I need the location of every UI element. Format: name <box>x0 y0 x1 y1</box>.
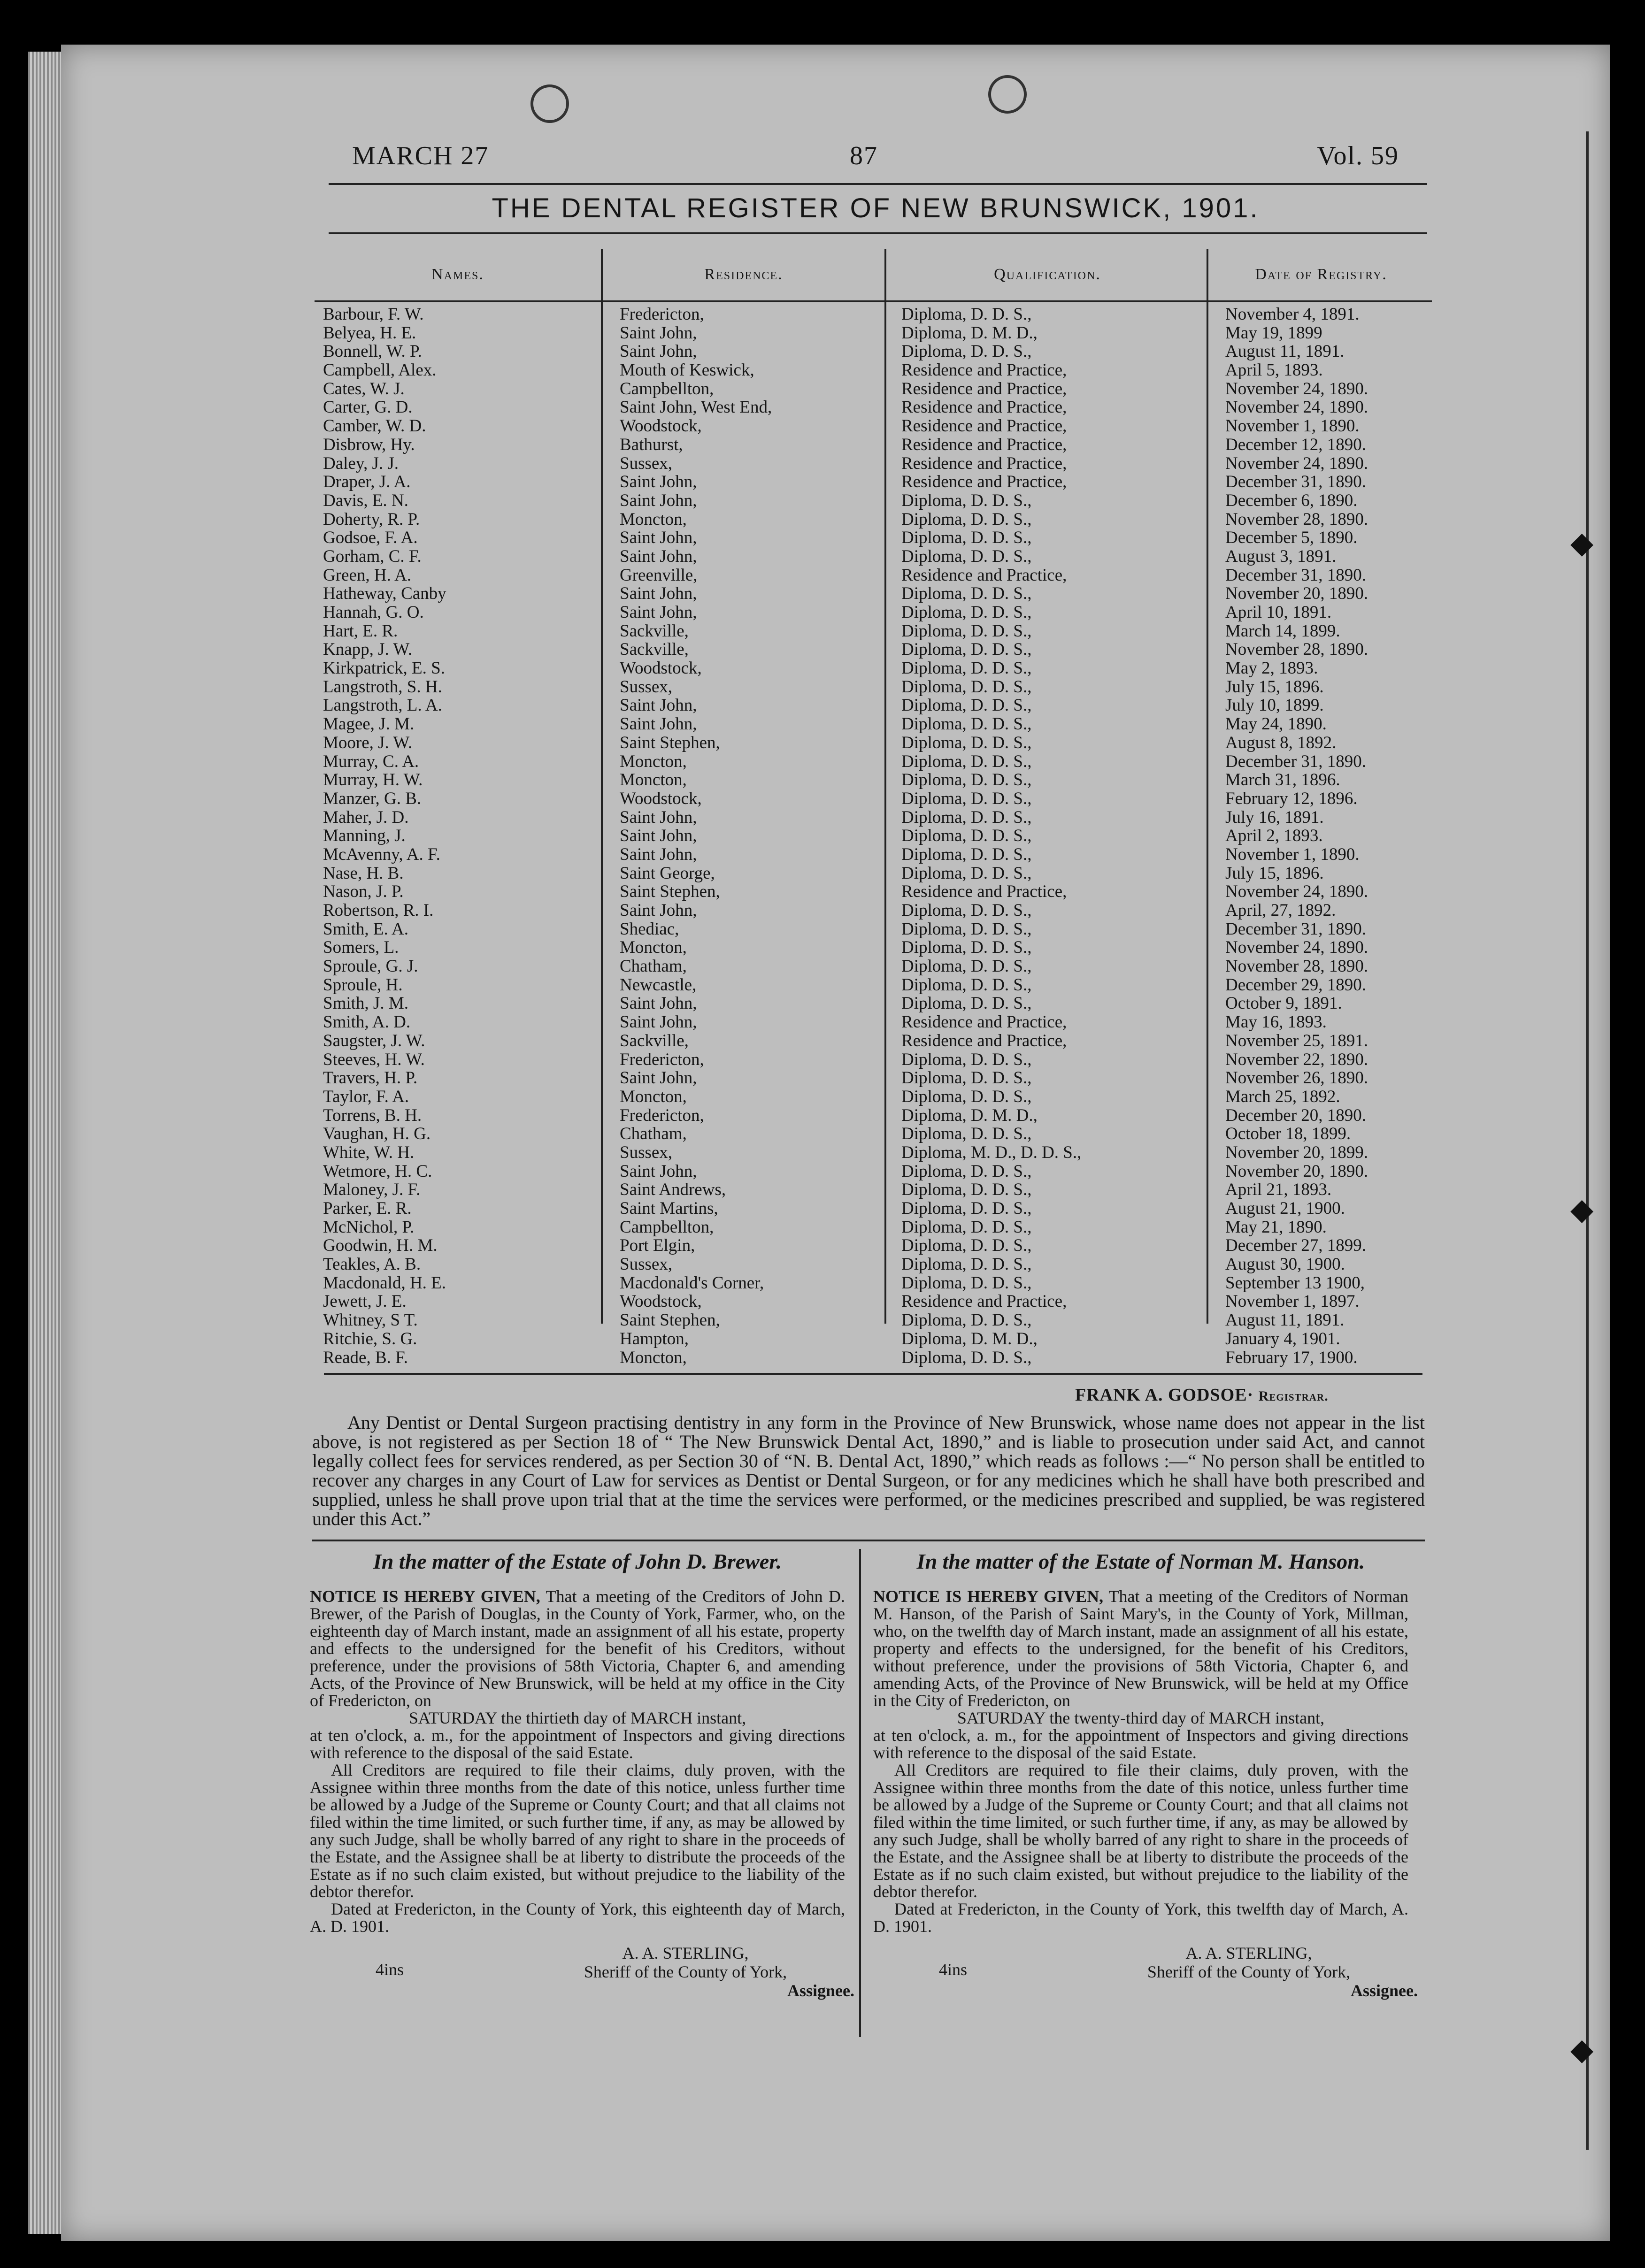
registrant-name: Hart, E. R. <box>323 621 398 641</box>
register-table <box>315 244 1432 1367</box>
notice-rule <box>312 1540 1425 1541</box>
registrant-residence: Saint John, West End, <box>620 398 772 417</box>
table-header <box>315 244 1432 305</box>
punch-hole-left <box>530 84 569 123</box>
registrant-residence: Saint John, <box>620 528 697 548</box>
table-header-rule <box>315 300 1432 302</box>
registrant-name: Belyea, H. E. <box>323 323 416 343</box>
registrant-residence: Sussex, <box>620 453 673 473</box>
register-title: THE DENTAL REGISTER OF NEW BRUNSWICK, 1901. <box>492 193 1260 223</box>
table-col-divider <box>1207 249 1208 1324</box>
registrant-qualification: Residence and Practice, <box>901 435 1067 454</box>
registrar-signature <box>1075 1385 1329 1405</box>
registrant-qualification: Diploma, D. D. S., <box>901 546 1032 566</box>
registrant-residence: Sussex, <box>620 1255 673 1274</box>
registrant-qualification: Residence and Practice, <box>901 398 1067 417</box>
registrant-date: November 22, 1890. <box>1225 1050 1368 1069</box>
registrant-date: August 21, 1900. <box>1225 1199 1345 1218</box>
registrant-name: Whitney, S T. <box>323 1310 418 1330</box>
registrant-qualification: Diploma, D. D. S., <box>901 659 1032 678</box>
registrant-residence: Saint John, <box>620 994 697 1013</box>
registrant-residence: Moncton, <box>620 509 687 529</box>
header-volume: Vol. 59 <box>1317 141 1399 170</box>
table-bottom-rule <box>324 1373 1422 1375</box>
registrant-residence: Saint John, <box>620 584 697 604</box>
registrant-residence: Saint Andrews, <box>620 1180 726 1200</box>
registrant-date: December 31, 1890. <box>1225 565 1367 585</box>
registrant-residence: Hampton, <box>620 1329 689 1349</box>
registrant-date: November 28, 1890. <box>1225 509 1368 529</box>
header-rule <box>329 183 1427 185</box>
registrant-name: White, W. H. <box>323 1142 415 1162</box>
registrant-date: August 8, 1892. <box>1225 733 1337 752</box>
registrant-name: Steeves, H. W. <box>323 1050 425 1069</box>
registrant-residence: Woodstock, <box>620 659 702 678</box>
registrant-date: July 10, 1899. <box>1225 696 1324 715</box>
registrant-residence: Saint John, <box>620 714 697 734</box>
registrant-name: Knapp, J. W. <box>323 640 413 659</box>
registrant-residence: Port Elgin, <box>620 1236 695 1256</box>
registrant-residence: Chatham, <box>620 957 687 976</box>
registrant-qualification: Diploma, D. D. S., <box>901 1161 1032 1181</box>
registrant-qualification: Diploma, D. D. S., <box>901 490 1032 510</box>
estate-meeting-time: at ten o'clock, a. m., for the appointment of Inspectors and giving directions with reference to the disposal of the said Estate. <box>310 1726 845 1762</box>
registrant-residence: Woodstock, <box>620 789 702 808</box>
registrant-date: December 5, 1890. <box>1225 528 1358 548</box>
registrant-residence: Fredericton, <box>620 1105 704 1125</box>
registrant-name: Moore, J. W. <box>323 733 413 752</box>
registrant-date: December 6, 1890. <box>1225 490 1358 510</box>
registrant-qualification: Diploma, D. D. S., <box>901 733 1032 752</box>
registrant-residence: Saint Martins, <box>620 1199 718 1218</box>
registrant-qualification: Diploma, D. D. S., <box>901 342 1032 361</box>
fold-line <box>1586 131 1589 2150</box>
estate-signer-role: Sheriff of the County of York, <box>584 1962 787 1981</box>
fold-mark-icon: ◆ <box>1570 526 1594 559</box>
registrant-name: Cates, W. J. <box>323 379 405 398</box>
col-header-date: Date of Registry. <box>1255 266 1387 283</box>
registrant-qualification: Diploma, D. D. S., <box>901 770 1032 790</box>
fold-mark-icon: ◆ <box>1570 1193 1594 1226</box>
registrant-name: Maloney, J. F. <box>323 1180 421 1200</box>
registrant-date: November 20, 1899. <box>1225 1142 1368 1162</box>
registrant-qualification: Diploma, D. D. S., <box>901 640 1032 659</box>
estate-heading: In the matter of the Estate of Norman M. Hanson. <box>916 1549 1365 1573</box>
registrant-name: Gorham, C. F. <box>323 546 422 566</box>
registrant-residence: Greenville, <box>620 565 698 585</box>
registrant-residence: Saint John, <box>620 490 697 510</box>
registrant-name: Hatheway, Canby <box>323 584 446 604</box>
estate-signature <box>310 1944 854 2005</box>
registrant-date: March 31, 1896. <box>1225 770 1340 790</box>
estate-dated: Dated at Fredericton, in the County of York, this twelfth day of March, A. D. 1901. <box>873 1900 1408 1936</box>
registrant-name: Jewett, J. E. <box>323 1292 407 1311</box>
estate-assignee: Assignee. <box>787 1981 854 2000</box>
registrant-residence: Fredericton, <box>620 305 704 324</box>
registrant-qualification: Diploma, D. D. S., <box>901 1087 1032 1106</box>
registrant-name: Kirkpatrick, E. S. <box>323 659 445 678</box>
estate-claims: All Creditors are required to file their claims, duly proven, with the Assignee within three months from the date of this notice, unless further time be allowed by a Judge of the Supreme or County Court; and that all claims not filed within the time limited, or such further time, if any, as may be allowed by any such Judge, shall be wholly barred of any right to share in the proceeds of the Estate, and the Assignee shall be at liberty to distribute the proceeds of the Estate as if no such claim existed, but without prejudice to the liability of the debtor therefor. <box>310 1761 845 1901</box>
registrant-date: August 11, 1891. <box>1225 342 1345 361</box>
registrant-residence: Saint John, <box>620 844 697 864</box>
table-col-divider <box>601 249 603 1324</box>
registrant-residence: Moncton, <box>620 1348 687 1367</box>
registrant-residence: Sackville, <box>620 640 689 659</box>
registrant-date: August 11, 1891. <box>1225 1310 1345 1330</box>
estate-body <box>310 1588 845 1709</box>
registrant-residence: Saint John, <box>620 826 697 846</box>
registrant-qualification: Diploma, D. D. S., <box>901 528 1032 548</box>
registrant-name: Wetmore, H. C. <box>323 1161 432 1181</box>
estate-meeting-time: at ten o'clock, a. m., for the appointment of Inspectors and giving directions with reference to the disposal of the said Estate. <box>873 1726 1408 1762</box>
registrant-qualification: Diploma, D. M. D., <box>901 1105 1038 1125</box>
registrant-residence: Saint John, <box>620 1161 697 1181</box>
registrant-name: Bonnell, W. P. <box>323 342 422 361</box>
registrant-qualification: Diploma, D. D. S., <box>901 994 1032 1013</box>
registrant-residence: Moncton, <box>620 770 687 790</box>
registrant-name: Green, H. A. <box>323 565 412 585</box>
estate-body-text: That a meeting of the Creditors of John D. Brewer, of the Parish of Douglas, in the County of York, Farmer, who, on the eighteenth day of March instant, made an assignment of all his estate, property and effects to the undersigned for the benefit of his Creditors, without preference, under the provisions of 58th Victoria, Chapter 6, and amending Acts, of the Province of New Brunswick, will be held at my office in the City of Fredericton, on <box>310 1587 845 1710</box>
registrant-qualification: Diploma, D. D. S., <box>901 584 1032 604</box>
registrant-name: Daley, J. J. <box>323 453 399 473</box>
estate-signature <box>873 1944 1418 2005</box>
registrant-date: September 13 1900, <box>1225 1273 1365 1293</box>
page-header <box>352 141 1399 183</box>
registrant-qualification: Diploma, D. D. S., <box>901 1124 1032 1144</box>
registrant-qualification: Diploma, D. D. S., <box>901 938 1032 958</box>
estate-insertion-note: 4ins <box>376 1960 404 1979</box>
registrant-qualification: Residence and Practice, <box>901 379 1067 398</box>
registrant-residence: Woodstock, <box>620 1292 702 1311</box>
registrant-residence: Moncton, <box>620 751 687 771</box>
estate-lead: NOTICE IS HEREBY GIVEN, <box>873 1587 1104 1606</box>
registrant-qualification: Diploma, D. D. S., <box>901 305 1032 324</box>
registrant-name: Saugster, J. W. <box>323 1031 425 1050</box>
registrant-date: July 15, 1896. <box>1225 863 1324 883</box>
registrant-name: Teakles, A. B. <box>323 1255 421 1274</box>
registrant-residence: Campbellton, <box>620 379 714 398</box>
estates-column-divider <box>859 1549 861 2037</box>
registrant-qualification: Residence and Practice, <box>901 882 1067 902</box>
registrant-qualification: Diploma, D. M. D., <box>901 323 1038 343</box>
registrant-date: December 27, 1899. <box>1225 1236 1367 1256</box>
registrant-residence: Moncton, <box>620 938 687 958</box>
registrant-qualification: Diploma, D. D. S., <box>901 714 1032 734</box>
estate-signer-role: Sheriff of the County of York, <box>1147 1962 1351 1981</box>
registrant-qualification: Diploma, D. D. S., <box>901 844 1032 864</box>
registrant-qualification: Diploma, D. D. S., <box>901 975 1032 995</box>
registrant-name: Smith, A. D. <box>323 1012 411 1032</box>
estate-lead: NOTICE IS HEREBY GIVEN, <box>310 1587 540 1606</box>
registrant-qualification: Diploma, D. D. S., <box>901 807 1032 827</box>
registrant-residence: Sussex, <box>620 677 673 697</box>
registrant-name: Torrens, B. H. <box>323 1105 422 1125</box>
registrant-date: November 1, 1897. <box>1225 1292 1360 1311</box>
registrant-name: Manzer, G. B. <box>323 789 422 808</box>
registrant-date: October 9, 1891. <box>1225 994 1342 1013</box>
registrant-date: August 30, 1900. <box>1225 1255 1345 1274</box>
registrant-name: Robertson, R. I. <box>323 901 434 920</box>
registrant-name: Smith, J. M. <box>323 994 408 1013</box>
registrant-date: November 20, 1890. <box>1225 1161 1368 1181</box>
estate-insertion-note: 4ins <box>939 1960 968 1979</box>
registrant-qualification: Residence and Practice, <box>901 1031 1067 1050</box>
registrant-qualification: Diploma, D. D. S., <box>901 1199 1032 1218</box>
registrant-qualification: Residence and Practice, <box>901 416 1067 436</box>
col-header-names: Names. <box>431 266 484 283</box>
registrant-qualification: Diploma, D. D. S., <box>901 677 1032 697</box>
registrant-date: April, 27, 1892. <box>1225 901 1336 920</box>
registrant-date: November 1, 1890. <box>1225 844 1360 864</box>
registrant-date: April 5, 1893. <box>1225 360 1323 380</box>
registrant-qualification: Residence and Practice, <box>901 472 1067 492</box>
registrant-residence: Saint Stephen, <box>620 733 720 752</box>
registrant-name: McAvenny, A. F. <box>323 844 440 864</box>
registrant-date: December 31, 1890. <box>1225 472 1367 492</box>
registrant-date: December 31, 1890. <box>1225 751 1367 771</box>
estate-notice-brewer <box>310 1549 854 2005</box>
registrant-date: October 18, 1899. <box>1225 1124 1351 1144</box>
registrant-date: November 1, 1890. <box>1225 416 1360 436</box>
registrant-date: November 28, 1890. <box>1225 957 1368 976</box>
registrant-residence: Chatham, <box>620 1124 687 1144</box>
registrant-name: Davis, E. N. <box>323 490 408 510</box>
registrant-qualification: Diploma, D. D. S., <box>901 621 1032 641</box>
registrant-residence: Saint Stephen, <box>620 1310 720 1330</box>
registrant-residence: Saint George, <box>620 863 715 883</box>
registrant-name: Goodwin, H. M. <box>323 1236 438 1256</box>
registrant-qualification: Residence and Practice, <box>901 1012 1067 1032</box>
estate-meeting-day: SATURDAY the thirtieth day of MARCH instant, <box>408 1709 746 1727</box>
registrant-residence: Saint John, <box>620 472 697 492</box>
registrar-name: FRANK A. GODSOE· <box>1075 1385 1254 1405</box>
title-rule <box>329 232 1427 234</box>
registrant-date: December 29, 1890. <box>1225 975 1367 995</box>
registrant-qualification: Diploma, D. D. S., <box>901 789 1032 808</box>
registrant-date: March 14, 1899. <box>1225 621 1340 641</box>
registrant-name: Taylor, F. A. <box>323 1087 409 1106</box>
registrant-name: Langstroth, S. H. <box>323 677 442 697</box>
registrant-name: Nason, J. P. <box>323 882 404 902</box>
registrant-qualification: Diploma, D. D. S., <box>901 1068 1032 1088</box>
registrant-date: March 25, 1892. <box>1225 1087 1340 1106</box>
registrant-date: November 20, 1890. <box>1225 584 1368 604</box>
registrant-date: April 10, 1891. <box>1225 603 1332 622</box>
registrant-date: February 12, 1896. <box>1225 789 1358 808</box>
registrant-date: December 20, 1890. <box>1225 1105 1367 1125</box>
registrant-name: Travers, H. P. <box>323 1068 418 1088</box>
registrant-residence: Saint Stephen, <box>620 882 720 902</box>
registrar-title: Registrar. <box>1258 1388 1329 1404</box>
registrant-residence: Sussex, <box>620 1142 673 1162</box>
registrant-residence: Sackville, <box>620 1031 689 1050</box>
registrant-qualification: Diploma, D. D. S., <box>901 1236 1032 1256</box>
registrant-residence: Saint John, <box>620 342 697 361</box>
registrant-name: McNichol, P. <box>323 1217 415 1237</box>
registrant-name: Parker, E. R. <box>323 1199 412 1218</box>
registrant-residence: Fredericton, <box>620 1050 704 1069</box>
registrant-name: Draper, J. A. <box>323 472 411 492</box>
estate-notice-hanson <box>873 1549 1418 2005</box>
registrant-residence: Macdonald's Corner, <box>620 1273 764 1293</box>
estate-heading: In the matter of the Estate of John D. Brewer. <box>373 1549 782 1573</box>
registrant-date: May 2, 1893. <box>1225 659 1318 678</box>
registrant-date: August 3, 1891. <box>1225 546 1337 566</box>
registrant-qualification: Diploma, D. D. S., <box>901 863 1032 883</box>
registrant-date: May 21, 1890. <box>1225 1217 1327 1237</box>
registrant-qualification: Residence and Practice, <box>901 565 1067 585</box>
registrant-name: Smith, E. A. <box>323 919 408 939</box>
registrant-date: November 24, 1890. <box>1225 398 1368 417</box>
registrant-name: Campbell, Alex. <box>323 360 437 380</box>
table-col-divider <box>884 249 886 1324</box>
registrant-date: November 4, 1891. <box>1225 305 1360 324</box>
registrant-name: Maher, J. D. <box>323 807 409 827</box>
registrant-qualification: Diploma, M. D., D. D. S., <box>901 1142 1082 1162</box>
registrant-residence: Saint John, <box>620 603 697 622</box>
registrant-name: Hannah, G. O. <box>323 603 424 622</box>
registrant-residence: Saint John, <box>620 901 697 920</box>
registrant-qualification: Diploma, D. D. S., <box>901 603 1032 622</box>
registrant-name: Ritchie, S. G. <box>323 1329 417 1349</box>
registrant-name: Magee, J. M. <box>323 714 415 734</box>
registrant-residence: Saint John, <box>620 546 697 566</box>
estate-assignee: Assignee. <box>1351 1981 1418 2000</box>
fold-mark-icon: ◆ <box>1570 2033 1594 2066</box>
estate-signer: A. A. STERLING, <box>622 1944 749 1962</box>
punch-hole-right <box>988 75 1027 114</box>
registrant-qualification: Residence and Practice, <box>901 360 1067 380</box>
header-date: MARCH 27 <box>352 141 489 170</box>
registrant-name: Manning, J. <box>323 826 406 846</box>
registrant-residence: Sackville, <box>620 621 689 641</box>
registrant-date: November 28, 1890. <box>1225 640 1368 659</box>
registrant-residence: Mouth of Keswick, <box>620 360 754 380</box>
registrant-name: Doherty, R. P. <box>323 509 420 529</box>
registrant-date: November 24, 1890. <box>1225 453 1368 473</box>
registrant-name: Sproule, H. <box>323 975 403 995</box>
registrant-name: Somers, L. <box>323 938 399 958</box>
registrant-qualification: Diploma, D. D. S., <box>901 957 1032 976</box>
registrant-residence: Woodstock, <box>620 416 702 436</box>
header-page-number: 87 <box>850 141 878 170</box>
registrant-name: Vaughan, H. G. <box>323 1124 431 1144</box>
registrant-date: November 24, 1890. <box>1225 379 1368 398</box>
registrant-name: Murray, H. W. <box>323 770 423 790</box>
registrant-name: Disbrow, Hy. <box>323 435 415 454</box>
registrant-name: Camber, W. D. <box>323 416 426 436</box>
dental-act-notice: Any Dentist or Dental Surgeon practising dentistry in any form in the Province of New Brunswick, whose name does not appear in the list above, is not registered as per Section 18 of “ The New Brunswick Dental Act, 1890,” and is liable to prosecution under said Act, and cannot legally collect fees for services rendered, as per Section 30 of “N. B. Dental Act, 1890,” which reads as follows :—“ No person shall be entitled to recover any charges in any Court of Law for services as Dentist or Dental Surgeon, or for any medicines which he shall have both prescribed and supplied, unless he shall prove upon trial that at the time the services were performed, or the medicines prescribed and supplied, be was registered under this Act.” <box>312 1412 1425 1529</box>
registrant-qualification: Diploma, D. D. S., <box>901 509 1032 529</box>
estate-claims: All Creditors are required to file their claims, duly proven, with the Assignee within three months from the date of this notice, unless further time be allowed by a Judge of the Supreme or County Court; and that all claims not filed within the time limited, or such further time, if any, as may be allowed by any such Judge, shall be wholly barred of any right to share in the proceeds of the Estate, and the Assignee shall be at liberty to distribute the proceeds of the Estate as if no such claim existed, but without prejudice to the liability of the debtor therefor. <box>873 1761 1408 1901</box>
registrant-qualification: Diploma, D. D. S., <box>901 696 1032 715</box>
registrant-date: July 16, 1891. <box>1225 807 1324 827</box>
registrant-qualification: Diploma, D. D. S., <box>901 1050 1032 1069</box>
estate-body <box>873 1588 1408 1709</box>
registrant-qualification: Diploma, D. D. S., <box>901 1180 1032 1200</box>
registrant-name: Barbour, F. W. <box>323 305 424 324</box>
registrant-qualification: Residence and Practice, <box>901 453 1067 473</box>
estate-meeting-day: SATURDAY the twenty-third day of MARCH instant, <box>957 1709 1325 1727</box>
registrant-date: November 24, 1890. <box>1225 938 1368 958</box>
registrant-date: May 19, 1899 <box>1225 323 1322 343</box>
registrant-date: July 15, 1896. <box>1225 677 1324 697</box>
registrant-name: Sproule, G. J. <box>323 957 418 976</box>
registrant-date: February 17, 1900. <box>1225 1348 1358 1367</box>
registrant-name: Nase, H. B. <box>323 863 404 883</box>
registrant-residence: Saint John, <box>620 323 697 343</box>
registrant-residence: Saint John, <box>620 1068 697 1088</box>
registrant-date: November 24, 1890. <box>1225 882 1368 902</box>
registrant-qualification: Diploma, D. D. S., <box>901 1310 1032 1330</box>
registrant-date: April 2, 1893. <box>1225 826 1323 846</box>
col-header-qualification: Qualification. <box>994 266 1101 283</box>
registrant-residence: Shediac, <box>620 919 679 939</box>
estate-body-text: That a meeting of the Creditors of Norman M. Hanson, of the Parish of Saint Mary's, in the County of York, Millman, who, on the twelfth day of March instant, made an assignment of all his estate, property and effects to the undersigned, for the benefit of his Creditors, without preference, under the provisions of 58th Victoria, Chapter 6, and amending Acts, of the Province of New Brunswick, will be held at my Office in the City of Fredericton, on <box>873 1587 1408 1710</box>
registrant-name: Carter, G. D. <box>323 398 413 417</box>
col-header-residence: Residence. <box>704 266 783 283</box>
registrant-residence: Moncton, <box>620 1087 687 1106</box>
registrant-name: Murray, C. A. <box>323 751 419 771</box>
registrant-date: April 21, 1893. <box>1225 1180 1332 1200</box>
registrant-date: November 25, 1891. <box>1225 1031 1368 1050</box>
registrant-qualification: Diploma, D. D. S., <box>901 826 1032 846</box>
registrant-residence: Newcastle, <box>620 975 697 995</box>
registrant-date: November 26, 1890. <box>1225 1068 1368 1088</box>
registrant-qualification: Diploma, D. D. S., <box>901 1255 1032 1274</box>
registrant-name: Godsoe, F. A. <box>323 528 418 548</box>
registrant-date: December 12, 1890. <box>1225 435 1367 454</box>
registrant-qualification: Diploma, D. M. D., <box>901 1329 1038 1349</box>
registrant-date: January 4, 1901. <box>1225 1329 1340 1349</box>
registrant-residence: Bathurst, <box>620 435 683 454</box>
registrant-name: Langstroth, L. A. <box>323 696 442 715</box>
registrant-residence: Saint John, <box>620 807 697 827</box>
estate-signer: A. A. STERLING, <box>1185 1944 1312 1962</box>
registrant-residence: Saint John, <box>620 1012 697 1032</box>
registrant-residence: Campbellton, <box>620 1217 714 1237</box>
registrant-name: Reade, B. F. <box>323 1348 408 1367</box>
registrant-date: May 16, 1893. <box>1225 1012 1327 1032</box>
registrant-name: Macdonald, H. E. <box>323 1273 446 1293</box>
estate-dated: Dated at Fredericton, in the County of York, this eighteenth day of March, A. D. 1901. <box>310 1900 845 1936</box>
registrant-date: December 31, 1890. <box>1225 919 1367 939</box>
registrant-qualification: Diploma, D. D. S., <box>901 1273 1032 1293</box>
registrant-residence: Saint John, <box>620 696 697 715</box>
registrant-qualification: Diploma, D. D. S., <box>901 901 1032 920</box>
registrant-qualification: Diploma, D. D. S., <box>901 1217 1032 1237</box>
registrant-qualification: Diploma, D. D. S., <box>901 751 1032 771</box>
registrant-qualification: Residence and Practice, <box>901 1292 1067 1311</box>
registrant-date: May 24, 1890. <box>1225 714 1327 734</box>
registrant-qualification: Diploma, D. D. S., <box>901 1348 1032 1367</box>
registrant-qualification: Diploma, D. D. S., <box>901 919 1032 939</box>
